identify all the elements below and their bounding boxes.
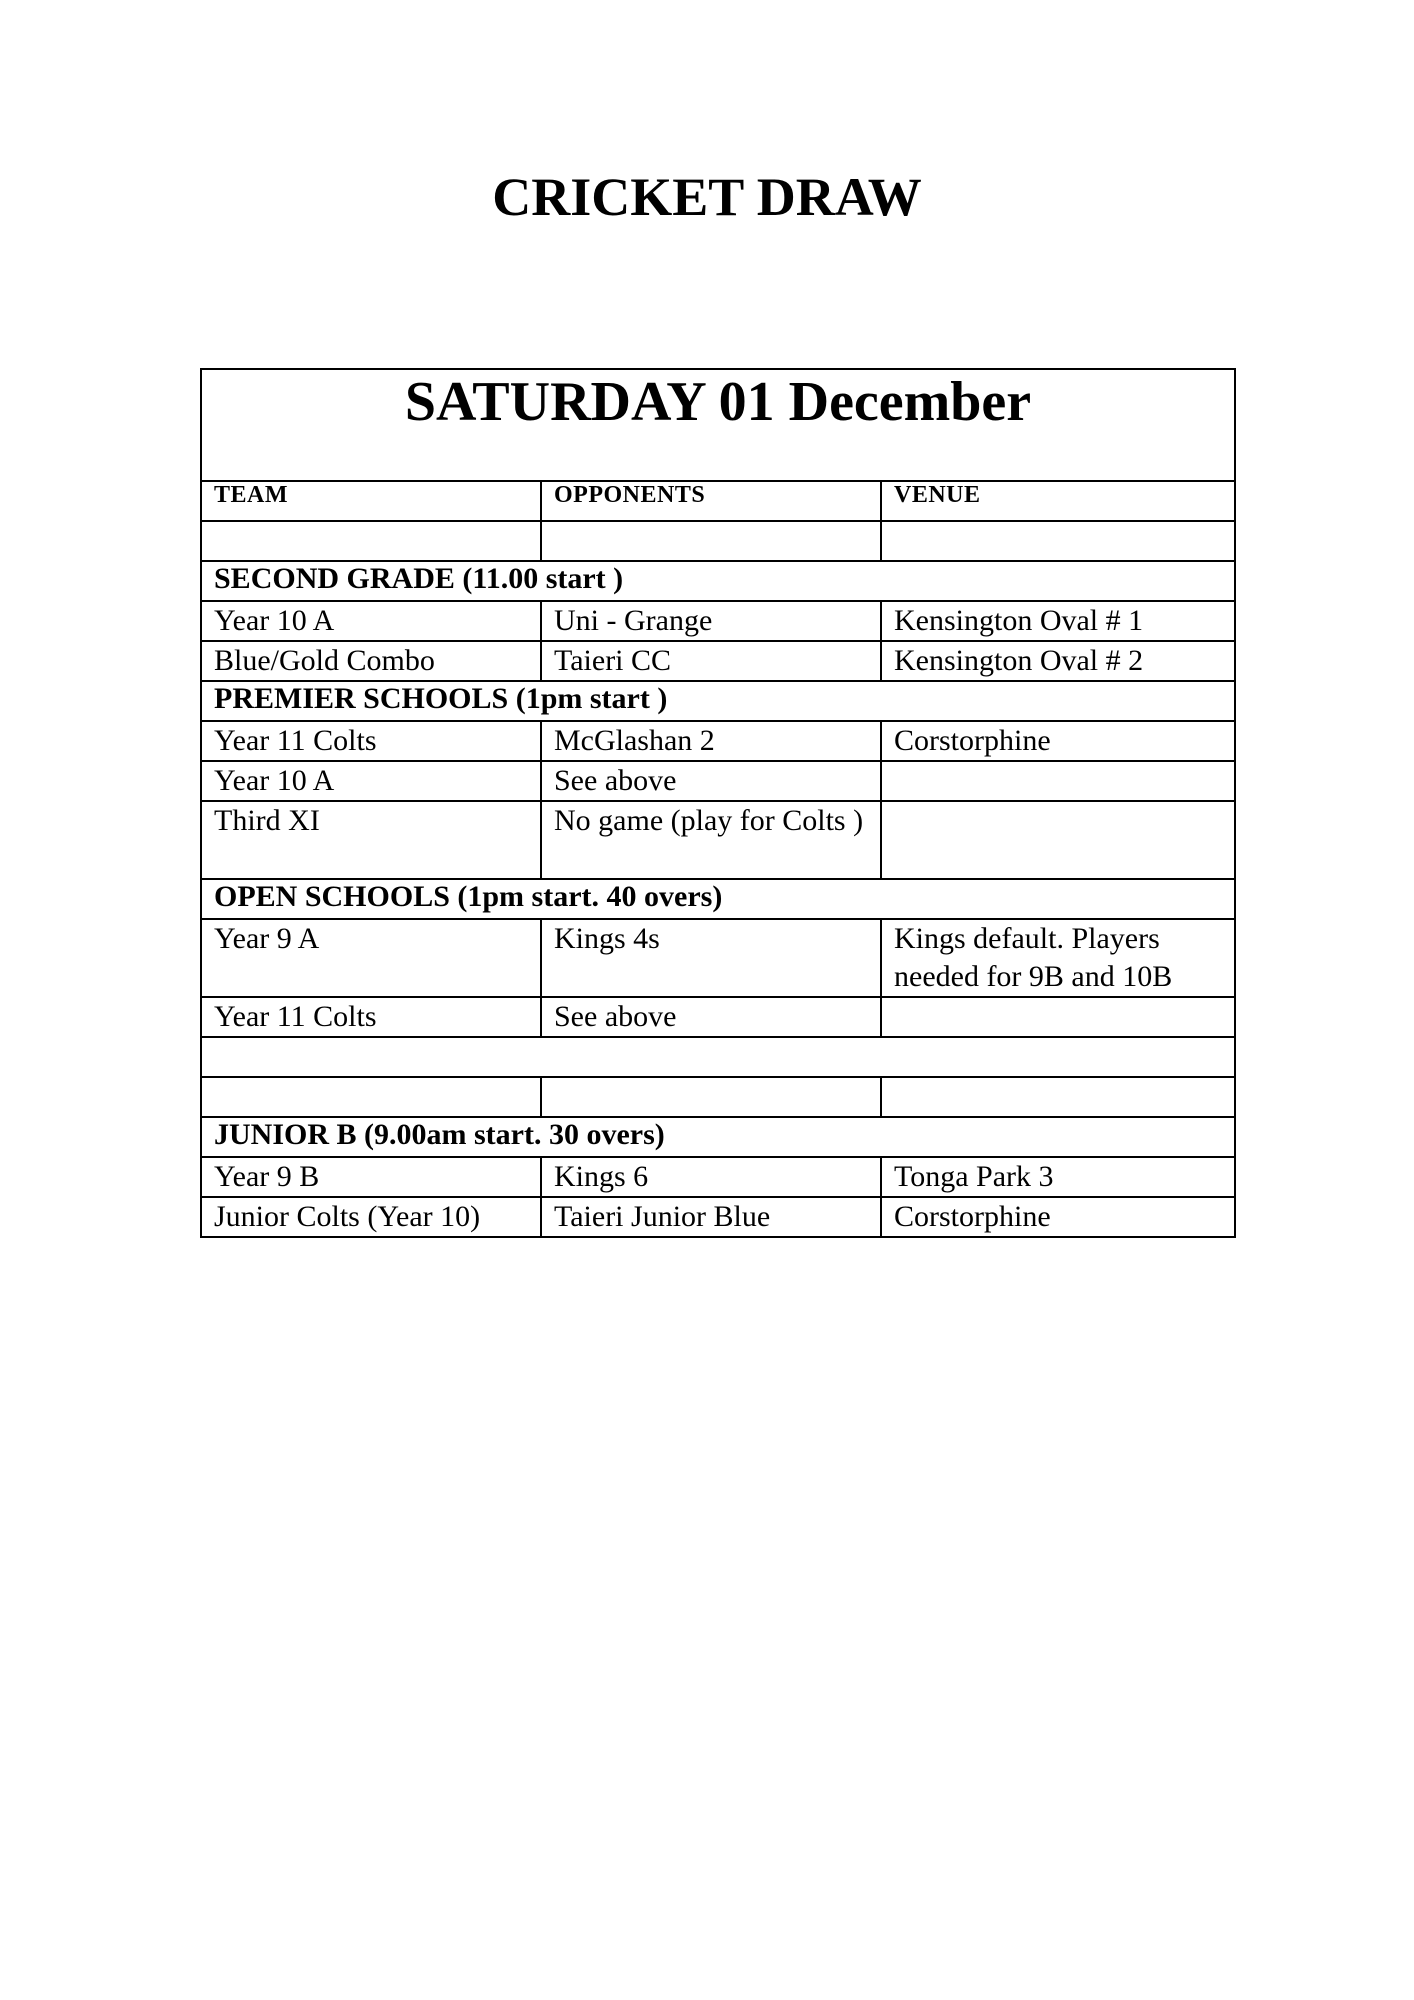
cricket-draw-table (200, 368, 1236, 1238)
team-cell: Year 11 Colts (201, 721, 541, 761)
team-cell: Junior Colts (Year 10) (201, 1197, 541, 1237)
section-label: SECOND GRADE (11.00 start ) (201, 561, 1235, 601)
blank-row (201, 521, 1235, 561)
document-title: CRICKET DRAW (492, 167, 922, 227)
team-cell: Year 9 A (201, 919, 541, 997)
table-row (201, 641, 1235, 681)
opponents-cell: Taieri Junior Blue (541, 1197, 881, 1237)
table-row (201, 801, 1235, 879)
table-row (201, 1197, 1235, 1237)
team-cell: Third XI (201, 801, 541, 879)
table-row (201, 721, 1235, 761)
opponents-cell: See above (541, 761, 881, 801)
opponents-cell: Kings 6 (541, 1157, 881, 1197)
opponents-cell: Taieri CC (541, 641, 881, 681)
venue-cell (881, 761, 1235, 801)
venue-cell: Kings default. Players needed for 9B and 10B (881, 919, 1235, 997)
day-banner-row (201, 369, 1235, 481)
opponents-cell: McGlashan 2 (541, 721, 881, 761)
venue-cell: Tonga Park 3 (881, 1157, 1235, 1197)
section-row (201, 681, 1235, 721)
table-row (201, 601, 1235, 641)
team-cell: Year 11 Colts (201, 997, 541, 1037)
section-label: PREMIER SCHOOLS (1pm start ) (201, 681, 1235, 721)
opponents-cell: Uni - Grange (541, 601, 881, 641)
venue-cell: Corstorphine (881, 721, 1235, 761)
opponents-cell: Kings 4s (541, 919, 881, 997)
venue-cell: Corstorphine (881, 1197, 1235, 1237)
table-row (201, 761, 1235, 801)
header-row (201, 481, 1235, 521)
section-row (201, 1117, 1235, 1157)
section-label: OPEN SCHOOLS (1pm start. 40 overs) (201, 879, 1235, 919)
table-row (201, 919, 1235, 997)
venue-cell (881, 801, 1235, 879)
section-label: JUNIOR B (9.00am start. 30 overs) (201, 1117, 1235, 1157)
header-team: TEAM (201, 481, 541, 521)
blank-row (201, 1037, 1235, 1077)
venue-cell: Kensington Oval # 2 (881, 641, 1235, 681)
blank-row (201, 1077, 1235, 1117)
header-opponents: OPPONENTS (541, 481, 881, 521)
team-cell: Year 10 A (201, 761, 541, 801)
team-cell: Year 10 A (201, 601, 541, 641)
table-row (201, 1157, 1235, 1197)
team-cell: Year 9 B (201, 1157, 541, 1197)
day-heading: SATURDAY 01 December (201, 369, 1235, 481)
venue-cell: Kensington Oval # 1 (881, 601, 1235, 641)
header-venue: VENUE (881, 481, 1235, 521)
section-row (201, 561, 1235, 601)
team-cell: Blue/Gold Combo (201, 641, 541, 681)
venue-cell (881, 997, 1235, 1037)
section-row (201, 879, 1235, 919)
table-row (201, 997, 1235, 1037)
opponents-cell: See above (541, 997, 881, 1037)
opponents-cell: No game (play for Colts ) (541, 801, 881, 879)
